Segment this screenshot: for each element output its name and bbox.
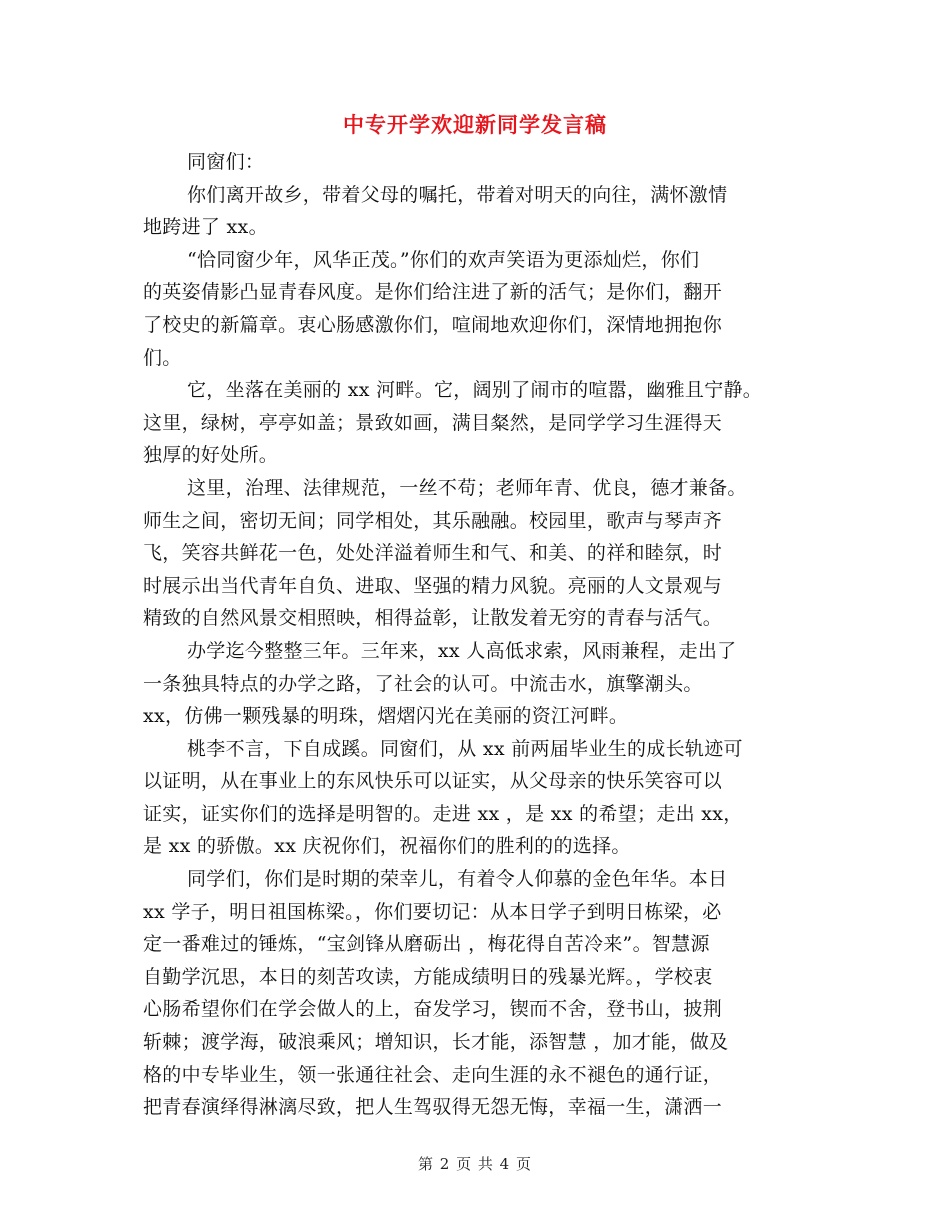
- text-line: 地跨进了 xx。: [143, 216, 268, 239]
- text-line: 这里，治理、法律规范，一丝不苟；老师年青、优良，德才兼备。: [187, 476, 747, 499]
- text-line: 斩棘；渡学海，破浪乘风；增知识，长才能，添智慧 ，加才能，做及: [143, 1031, 729, 1054]
- text-line: 心肠希望你们在学会做人的上，奋发学习，锲而不舍，登书山，披荆: [143, 998, 723, 1021]
- text-line: 时展示出当代青年自负、进取、坚强的精力风貌。亮丽的人文景观与: [143, 574, 723, 597]
- text-line: 办学迄今整整三年。三年来，xx 人高低求索，风雨兼程，走出了: [187, 639, 737, 662]
- text-line: 是 xx 的骄傲。xx 庆祝你们，祝福你们的胜利的的选择。: [143, 835, 631, 858]
- text-line: 定一番难过的锤炼，“宝剑锋从磨砺出 ，梅花得自苦冷来”。智慧源: [143, 933, 710, 956]
- text-line: 以证明，从在事业上的东风快乐可以证实，从父母亲的快乐笑容可以: [143, 770, 723, 793]
- document-body: [143, 146, 823, 1124]
- text-line: 同学们，你们是时期的荣幸儿，有着令人仰慕的金色年华。本日: [187, 868, 728, 891]
- text-line: xx 学子，明日祖国栋梁。，你们要切记：从本日学子到明日栋梁，必: [143, 900, 722, 923]
- text-line: 你们离开故乡，带着父母的嘱托，带着对明天的向往，满怀激情: [187, 183, 728, 206]
- text-line: 自勤学沉思，本日的刻苦攻读，方能成绩明日的残暴光辉。，学校衷: [143, 965, 713, 988]
- text-line: 飞，笑容共鲜花一色，处处洋溢着师生和气、和美、的祥和睦氛，时: [143, 542, 723, 565]
- text-line: 了校史的新篇章。衷心肠感激你们，喧闹地欢迎你们，深情地拥抱你: [143, 313, 723, 336]
- text-line: 精致的自然风景交相照映，相得益彰，让散发着无穷的青春与活气。: [143, 607, 723, 630]
- text-line: 这里，绿树，亭亭如盖；景致如画，满目粲然，是同学学习生涯得天: [143, 411, 723, 434]
- document-title: 中专开学欢迎新同学发言稿: [343, 112, 607, 137]
- text-line: 证实，证实你们的选择是明智的。走进 xx ，是 xx 的希望；走出 xx，: [143, 802, 743, 825]
- text-line: 一条独具特点的办学之路，了社会的认可。中流击水，旗擎潮头。: [143, 672, 703, 695]
- text-line: 同窗们：: [187, 151, 265, 173]
- text-line: 师生之间，密切无间；同学相处，其乐融融。校园里，歌声与琴声齐: [143, 509, 723, 532]
- text-line: 的英姿倩影凸显青春风度。是你们给注进了新的活气；是你们，翻开: [143, 281, 723, 304]
- page-footer: 第 2 页 共 4 页: [418, 1155, 532, 1173]
- text-line: 格的中专毕业生，领一张通往社会、走向生涯的永不褪色的通行证，: [143, 1063, 723, 1086]
- text-line: “恰同窗少年，风华正茂。”你们的欢声笑语为更添灿烂，你们: [187, 248, 700, 271]
- text-line: 把青春演绎得淋漓尽致，把人生驾驭得无怨无悔，幸福一生，潇洒一: [143, 1096, 723, 1119]
- text-line: 它，坐落在美丽的 xx 河畔。它，阔别了闹市的喧嚣，幽雅且宁静。: [187, 379, 763, 402]
- text-line: xx，仿佛一颗残暴的明珠，熠熠闪光在美丽的资江河畔。: [143, 705, 629, 728]
- text-line: 们。: [143, 346, 182, 369]
- text-line: 桃李不言，下自成蹊。同窗们，从 xx 前两届毕业生的成长轨迹可: [187, 737, 743, 760]
- text-line: 独厚的好处所。: [143, 444, 279, 467]
